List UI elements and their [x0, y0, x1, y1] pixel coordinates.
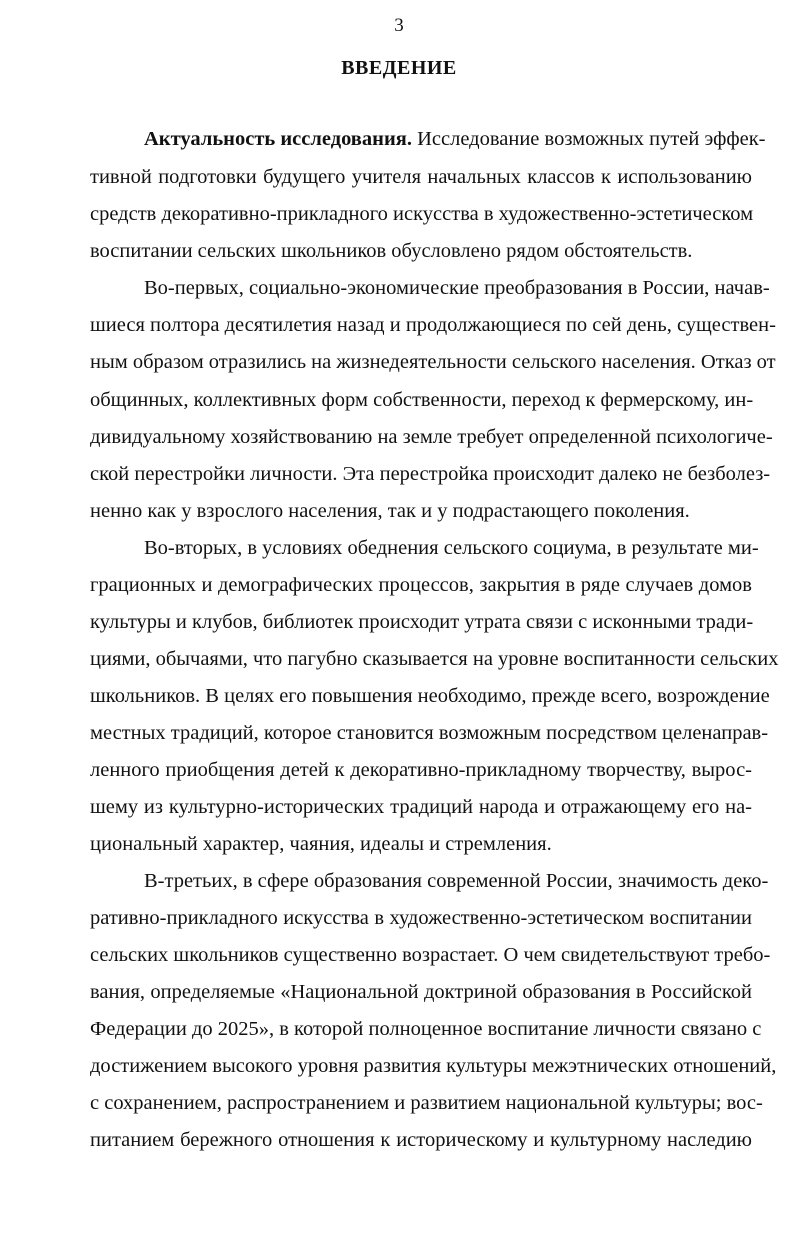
text-line: ненно как у взрослого населения, так и у подрастающего поколения. [90, 500, 690, 522]
text-line: достижением высокого уровня развития культуры межэтнических отношений, [90, 1055, 777, 1077]
page-title: ВВЕДЕНИЕ [341, 57, 457, 79]
text-line: культуры и клубов, библиотек происходит утрата связи с исконными тради- [90, 611, 754, 633]
text-line: средств декоративно-прикладного искусства в художественно-эстетическом [90, 203, 754, 225]
text-line: Федерации до 2025», в которой полноценное воспитание личности связано с [90, 1018, 762, 1040]
text-line: шиеся полтора десятилетия назад и продолжающиеся по сей день, существен- [90, 314, 776, 336]
text-line: воспитании сельских школьников обусловлено рядом обстоятельств. [90, 240, 693, 262]
page-number: 3 [394, 15, 404, 36]
text-line: грационных и демографических процессов, закрытия в ряде случаев домов [90, 574, 752, 596]
text-line: шему из культурно-исторических традиций народа и отражающему его на- [90, 796, 752, 818]
text-line: сельских школьников существенно возрастает. О чем свидетельствуют требо- [90, 944, 771, 966]
text-line: тивной подготовки будущего учителя начальных классов к использованию [90, 166, 752, 188]
text-line: вания, определяемые «Национальной доктриной образования в Российской [90, 981, 752, 1003]
lead-rest: Исследование возможных путей эффек- [411, 128, 766, 150]
text-line: циями, обычаями, что пагубно сказывается на уровне воспитанности сельских [90, 648, 779, 670]
text-line: ленного приобщения детей к декоративно-прикладному творчеству, вырос- [90, 759, 752, 781]
bold-lead: Актуальность исследования. [144, 128, 412, 150]
text-line: ративно-прикладного искусства в художественно-эстетическом воспитании [90, 907, 752, 929]
text-line: Во-вторых, в условиях обеднения сельского социума, в результате ми- [144, 537, 759, 559]
text-line [144, 126, 766, 152]
text-line: циональный характер, чаяния, идеалы и стремления. [90, 833, 552, 855]
text-line: питанием бережного отношения к историческому и культурному наследию [90, 1129, 752, 1151]
text-line: ным образом отразились на жизнедеятельности сельского населения. Отказ от [90, 351, 776, 373]
text-line: школьников. В целях его повышения необходимо, прежде всего, возрождение [90, 685, 770, 707]
text-line: ской перестройки личности. Эта перестройка происходит далеко не безболез- [90, 463, 771, 485]
text-line: с сохранением, распространением и развитием национальной культуры; вос- [90, 1092, 763, 1114]
text-line: общинных, коллективных форм собственности, переход к фермерскому, ин- [90, 389, 754, 411]
text-line: местных традиций, которое становится возможным посредством целенаправ- [90, 722, 769, 744]
text-line: В-третьих, в сфере образования современной России, значимость деко- [144, 870, 769, 892]
text-line: дивидуальному хозяйствованию на земле требует определенной психологиче- [90, 426, 773, 448]
text-line: Во-первых, социально-экономические преобразования в России, начав- [144, 277, 770, 299]
